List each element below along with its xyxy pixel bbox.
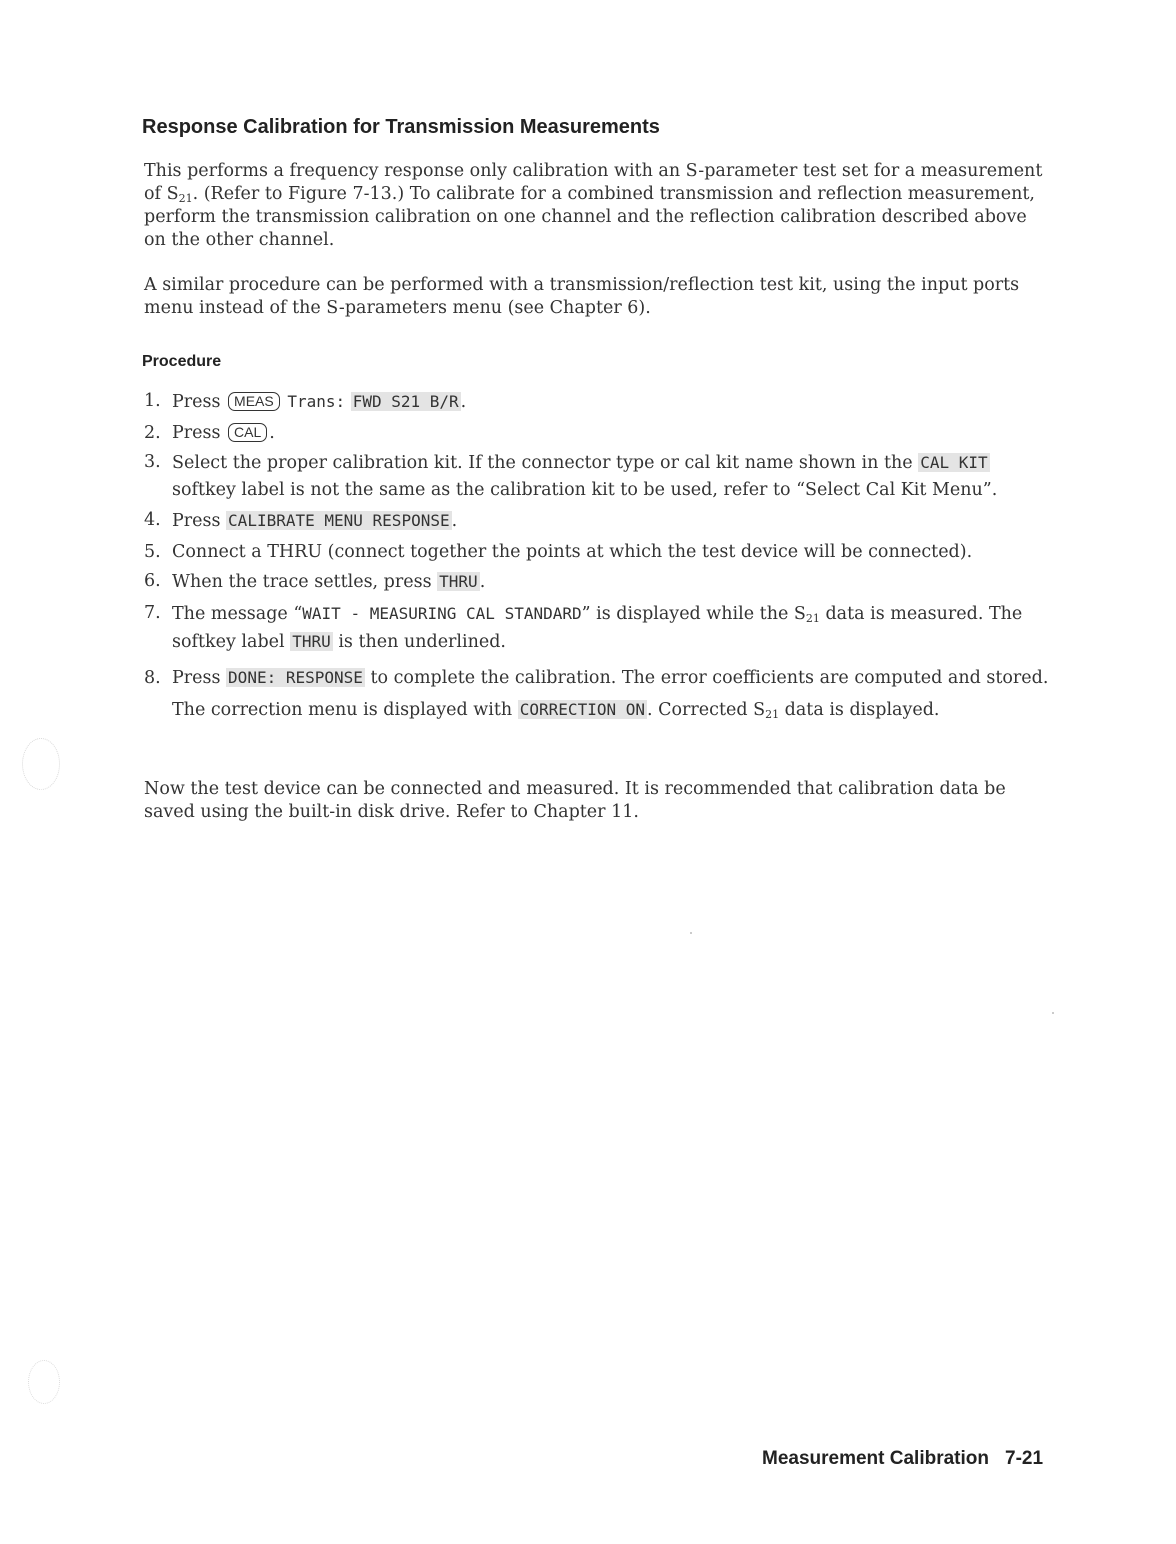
- procedure-steps: [144, 388, 1054, 726]
- procedure-title: Procedure: [142, 353, 222, 370]
- step-2: [144, 420, 1054, 447]
- step-text-b: . Corrected S: [647, 700, 766, 720]
- step-number: 8.: [144, 668, 161, 688]
- page-number: 7-21: [1005, 1448, 1044, 1469]
- scan-speck: [22, 738, 60, 790]
- step-number: 7.: [144, 603, 161, 623]
- step-text: Press: [172, 511, 221, 531]
- step-text-c: data is displayed.: [779, 700, 940, 720]
- intro-text-b: . (Refer to Figure 7-13.) To calibrate for a combined transmission and reflection measurement, perform the transmission calibration on one channel and the reflection calibration described above on the other channel.: [144, 184, 1035, 250]
- step-number: 1.: [144, 391, 161, 411]
- intro-text-a: This performs a frequency response only calibration with an S-parameter test set for a measurement of S: [144, 161, 1043, 204]
- step-number: 4.: [144, 510, 161, 530]
- step-8: [144, 662, 1054, 726]
- step-4: [144, 507, 1054, 535]
- step-text: Connect a THRU (connect together the points at which the test device will be connected).: [172, 542, 973, 562]
- scan-speck: [1052, 1012, 1054, 1014]
- step-text-b: ” is displayed while the S: [581, 604, 806, 624]
- step-1: [144, 388, 1054, 416]
- step-text-b: softkey label is not the same as the calibration kit to be used, refer to “Select Cal Kit Menu”.: [172, 480, 998, 500]
- meas-hardkey: MEAS: [228, 392, 280, 411]
- step-text: Press: [172, 423, 221, 443]
- intro-subscript: 21: [178, 192, 193, 205]
- step-text-a: Select the proper calibration kit. If the connector type or cal kit name shown in the: [172, 453, 913, 473]
- intro-paragraph: [144, 160, 1054, 252]
- page-footer: [762, 1448, 1043, 1470]
- s21-subscript: 21: [765, 708, 780, 721]
- step-number: 6.: [144, 571, 161, 591]
- trans-label: Trans:: [287, 392, 346, 411]
- step-end: .: [460, 392, 467, 412]
- done-response-softkey: DONE: RESPONSE: [228, 668, 363, 687]
- correction-on-softkey: CORRECTION ON: [519, 700, 645, 719]
- thru-softkey: THRU: [439, 572, 478, 591]
- step-text: Press: [172, 392, 221, 412]
- s21-subscript: 21: [805, 612, 820, 625]
- step-text-d: is then underlined.: [338, 632, 506, 652]
- thru-softkey: THRU: [292, 632, 331, 651]
- step-5: [144, 539, 1054, 566]
- calibrate-menu-response-softkey: CALIBRATE MENU RESPONSE: [228, 511, 450, 530]
- cal-kit-softkey: CAL KIT: [920, 453, 988, 472]
- wait-message: WAIT - MEASURING CAL STANDARD: [302, 604, 582, 623]
- scan-speck: [690, 932, 692, 934]
- fwd-s21-softkey: FWD S21 B/R: [352, 392, 459, 411]
- scan-speck: [28, 1360, 60, 1404]
- step-end: .: [269, 423, 275, 443]
- section-title: Response Calibration for Transmission Measurements: [142, 116, 660, 138]
- cal-hardkey: CAL: [228, 423, 267, 442]
- step-number: 5.: [144, 542, 161, 562]
- step-end: .: [479, 572, 486, 592]
- step-7: [144, 600, 1054, 656]
- step-text-a: to complete the calibration. The error coefficients are computed and stored. The correction menu is displayed with: [172, 668, 1049, 720]
- footer-chapter-title: Measurement Calibration: [762, 1448, 989, 1469]
- step-text-a: The message “: [172, 604, 303, 624]
- step-3: [144, 449, 1054, 504]
- step-text-c: data is measured. The softkey label: [172, 604, 1023, 652]
- step-number: 3.: [144, 452, 161, 472]
- step-end: .: [451, 511, 458, 531]
- step-number: 2.: [144, 423, 161, 443]
- step-text: Press: [172, 668, 221, 688]
- step-6: [144, 568, 1054, 596]
- similar-procedure-paragraph: A similar procedure can be performed with a transmission/reflection test kit, using the input ports menu instead of the S-parameters menu (see Chapter 6).: [144, 275, 1020, 318]
- step-text: When the trace settles, press: [172, 572, 432, 592]
- closing-paragraph: Now the test device can be connected and measured. It is recommended that calibration data be saved using the built-in disk drive. Refer to Chapter 11.: [144, 779, 1006, 822]
